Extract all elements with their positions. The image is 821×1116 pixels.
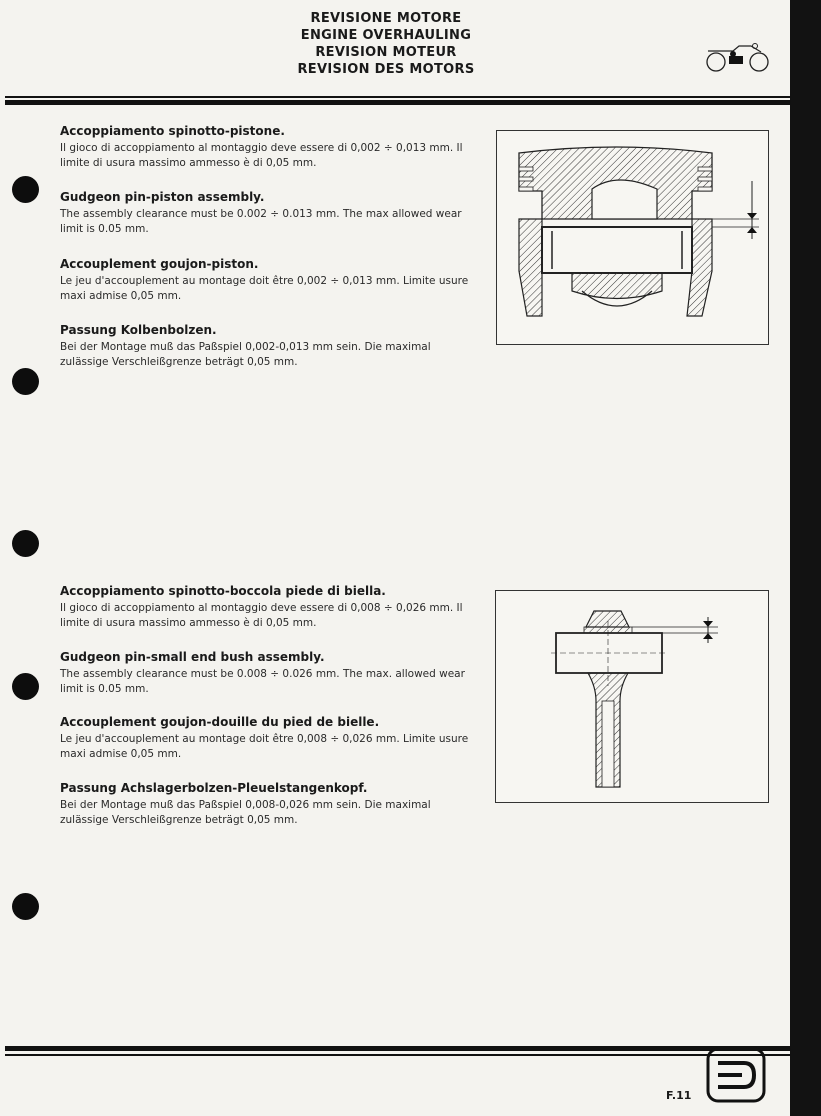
heading: Passung Kolbenbolzen. [60,323,217,337]
page-edge-shadow [790,0,821,1116]
binder-hole [12,176,39,203]
section2-french [60,715,480,762]
piston-pin-diagram [496,130,769,345]
section2-english [60,650,480,697]
paragraph: Il gioco di accoppiamento al montaggio deve essere di 0,002 ÷ 0,013 mm. Il limite di usura massimo ammesso è di 0,05 mm. [60,142,463,169]
heading: Accoppiamento spinotto-pistone. [60,124,285,138]
paragraph: The assembly clearance must be 0.002 ÷ 0.013 mm. The max allowed wear limit is 0.05 mm. [60,208,462,235]
page-header [200,10,572,78]
binder-hole [12,368,39,395]
binder-hole [12,530,39,557]
section2-italian [60,584,480,631]
section1-german [60,323,480,370]
header-rule-thin [5,96,791,98]
section1-french [60,257,480,304]
title-german: REVISION DES MOTORS [297,62,475,77]
footer-rule-thin [5,1054,791,1056]
heading: Accoppiamento spinotto-boccola piede di biella. [60,584,386,598]
section2-german [60,781,480,828]
paragraph: Bei der Montage muß das Paßspiel 0,008-0,026 mm sein. Die maximal zulässige Verschleißgrenze beträgt 0,05 mm. [60,799,431,826]
piston-drawing [497,131,768,344]
heading: Accouplement goujon-piston. [60,257,259,271]
title-english: ENGINE OVERHAULING [300,28,472,43]
footer-rule-thick [5,1046,791,1051]
connecting-rod-pin-diagram [495,590,769,803]
paragraph: Le jeu d'accouplement au montage doit être 0,002 ÷ 0,013 mm. Limite usure maxi admise 0,05 mm. [60,275,469,302]
page-number: F.11 [666,1089,692,1102]
title-italian: REVISIONE MOTORE [310,11,462,26]
brand-logo-icon [706,1047,768,1105]
header-rule-thick [5,100,791,105]
connecting-rod-drawing [496,591,768,802]
paragraph: Il gioco di accoppiamento al montaggio deve essere di 0,008 ÷ 0,026 mm. Il limite di usura massimo ammesso è di 0,05 mm. [60,602,463,629]
heading: Passung Achslagerbolzen-Pleuelstangenkopf. [60,781,368,795]
binder-hole [12,893,39,920]
heading: Gudgeon pin-piston assembly. [60,190,265,204]
section1-italian [60,124,480,171]
section1-english [60,190,480,237]
motorcycle-icon [703,42,773,74]
heading: Gudgeon pin-small end bush assembly. [60,650,325,664]
paragraph: Bei der Montage muß das Paßspiel 0,002-0,013 mm sein. Die maximal zulässige Verschleißgrenze beträgt 0,05 mm. [60,341,431,368]
title-french: REVISION MOTEUR [315,45,457,60]
paragraph: Le jeu d'accouplement au montage doit être 0,008 ÷ 0,026 mm. Limite usure maxi admise 0,05 mm. [60,733,469,760]
binder-hole [12,673,39,700]
paragraph: The assembly clearance must be 0.008 ÷ 0.026 mm. The max. allowed wear limit is 0.05 mm. [60,668,465,695]
heading: Accouplement goujon-douille du pied de bielle. [60,715,380,729]
